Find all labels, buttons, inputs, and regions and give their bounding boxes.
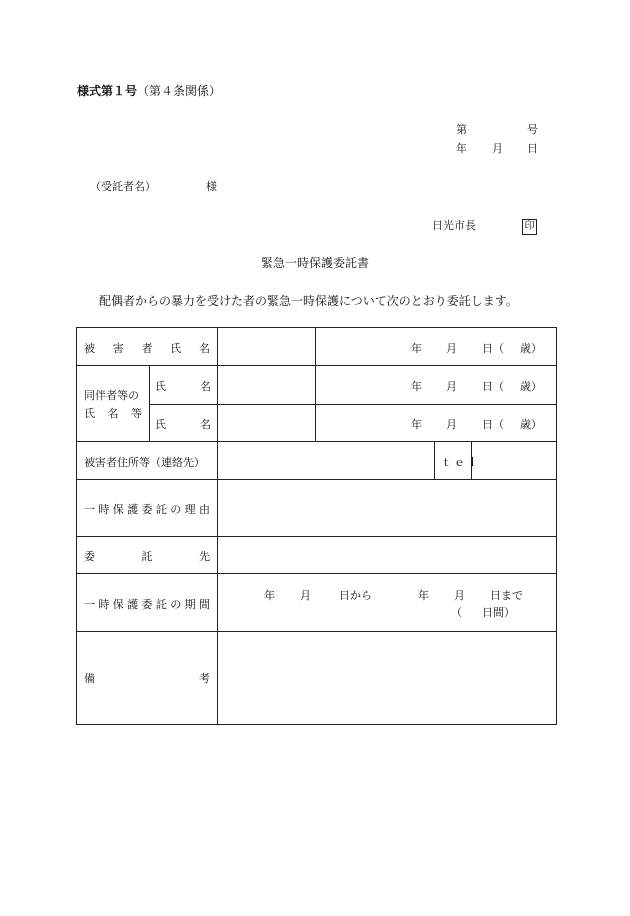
label-char: 保 [112, 598, 124, 611]
period-to-month: 月 [454, 589, 465, 602]
birth-year: 年 [411, 380, 422, 393]
entrustee-label [84, 548, 210, 564]
label-char: 間 [199, 598, 210, 611]
remarks-field[interactable] [218, 632, 556, 724]
companion-label-line2 [84, 405, 142, 421]
victim-address-label: 被害者住所等（連絡先） [84, 456, 205, 469]
label-char: 被 [84, 342, 95, 355]
birth-day: 日（ [482, 380, 504, 393]
label-char: 害 [112, 342, 124, 355]
entrustment-table [76, 327, 557, 725]
label-char: 氏 [155, 380, 166, 393]
issue-date-year: 年 [456, 142, 467, 155]
label-char: 時 [98, 503, 110, 516]
age: 歳） [520, 380, 542, 393]
addressee-label: （受託者名） [90, 180, 156, 193]
reason-field[interactable] [218, 480, 556, 536]
label-char: 備 [84, 672, 95, 685]
reason-label [84, 501, 210, 517]
label-char: 委 [141, 503, 153, 516]
label-char: の [170, 503, 182, 516]
label-char: 委 [84, 550, 95, 563]
period-from-year: 年 [264, 589, 275, 602]
label-char: 託 [155, 598, 167, 611]
birth-month: 月 [446, 418, 457, 431]
label-char: 委 [141, 598, 153, 611]
label-char: 護 [127, 503, 139, 516]
table-line [149, 404, 556, 405]
label-char: 託 [155, 503, 167, 516]
label-char: 先 [199, 550, 210, 563]
issue-date-month: 月 [492, 142, 503, 155]
period-to-year: 年 [418, 589, 429, 602]
label-char: 護 [127, 598, 139, 611]
entrustee-field[interactable] [218, 537, 556, 573]
period-from-month: 月 [300, 589, 311, 602]
doc-number-prefix: 第 [456, 123, 467, 136]
label-char: 保 [112, 503, 124, 516]
label-char: 託 [141, 550, 153, 563]
companion-name-label [155, 378, 211, 394]
birth-month: 月 [446, 380, 457, 393]
companion-birthdate [411, 416, 542, 432]
form-relation: （第４条関係） [137, 84, 222, 98]
companion-name-label [155, 416, 211, 432]
label-char: 由 [199, 503, 210, 516]
birth-month: 月 [446, 342, 457, 355]
label-char: 考 [199, 672, 210, 685]
label-char: 時 [98, 598, 110, 611]
label-char: の [170, 598, 182, 611]
companion-birthdate [411, 378, 542, 394]
label-char: 一 [84, 503, 95, 516]
birth-day: 日（ [482, 342, 504, 355]
label-char: 理 [184, 503, 196, 516]
victim-address-field[interactable] [218, 442, 434, 479]
issuer-name: 日光市長 [432, 219, 476, 232]
issue-date-day: 日 [527, 142, 538, 155]
age: 歳） [520, 418, 542, 431]
seal-stamp: 印 [522, 219, 537, 235]
period-label [84, 596, 210, 612]
label-char: 名 [199, 342, 210, 355]
honorific: 様 [206, 180, 217, 193]
remarks-label [84, 670, 210, 686]
table-line [434, 441, 435, 479]
period-to-day: 日まで [490, 589, 523, 602]
label-char: 名 [107, 407, 119, 420]
doc-number-suffix: 号 [527, 123, 538, 136]
period-days-open: （ [451, 606, 462, 619]
label-char: 期 [184, 598, 196, 611]
victim-name-field[interactable] [218, 328, 315, 365]
tel-label: ｔｅｌ [441, 456, 480, 469]
birth-year: 年 [411, 418, 422, 431]
issuer-line [432, 217, 537, 235]
label-char: 等 [131, 407, 142, 420]
victim-birthdate [411, 340, 542, 356]
age: 歳） [520, 342, 542, 355]
form-number: 様式第１号 [77, 84, 138, 98]
victim-name-label [84, 340, 210, 356]
label-char: 一 [84, 598, 95, 611]
label-char: 者 [141, 342, 153, 355]
companion-label-line1: 同伴者等の [84, 389, 139, 402]
form-number-label [77, 82, 221, 99]
period-from-day: 日から [339, 589, 372, 602]
table-line [77, 573, 556, 574]
table-line [149, 365, 150, 441]
label-char: 名 [200, 418, 211, 431]
document-title: 緊急一時保護委託書 [260, 256, 369, 270]
label-char: 名 [200, 380, 211, 393]
label-char: 氏 [84, 407, 95, 420]
label-char: 氏 [155, 418, 166, 431]
label-char: 氏 [170, 342, 182, 355]
intro-text: 配偶者からの暴力を受けた者の緊急一時保護について次のとおり委託します。 [99, 294, 518, 308]
tel-field[interactable] [472, 442, 556, 479]
table-line [315, 328, 316, 441]
birth-day: 日（ [482, 418, 504, 431]
period-days-close: 日間） [482, 606, 515, 619]
birth-year: 年 [411, 342, 422, 355]
